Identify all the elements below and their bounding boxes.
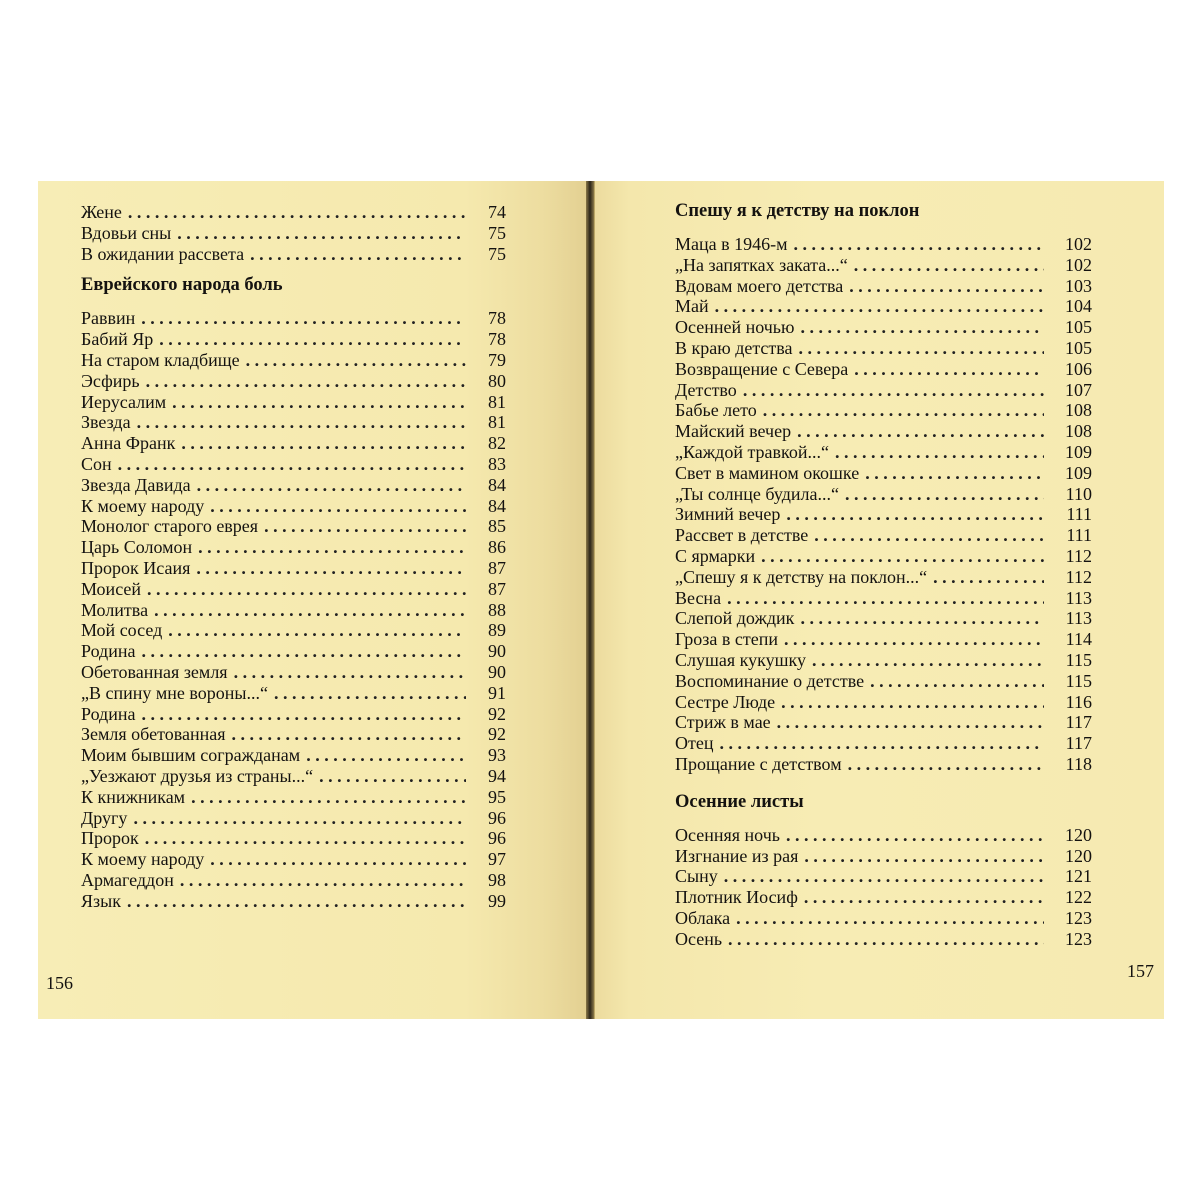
toc-entry-page: 106 bbox=[1065, 358, 1092, 379]
dot-leader bbox=[181, 433, 466, 454]
toc-entry bbox=[81, 516, 506, 537]
toc-entry-page: 123 bbox=[1065, 928, 1092, 949]
toc-entry bbox=[81, 475, 506, 496]
toc-entry bbox=[675, 338, 1092, 359]
dot-leader bbox=[854, 255, 1044, 276]
toc-entry-page: 96 bbox=[488, 807, 506, 828]
dot-leader bbox=[784, 629, 1044, 650]
toc-entry-title: Земля обетованная bbox=[81, 724, 226, 745]
toc-entry bbox=[675, 317, 1092, 338]
dot-leader bbox=[210, 496, 466, 517]
dot-leader bbox=[128, 202, 466, 223]
toc-entry bbox=[675, 442, 1092, 463]
toc-entry-page: 104 bbox=[1065, 296, 1092, 317]
toc-entry-title: Плотник Иосиф bbox=[675, 887, 798, 908]
toc-entry bbox=[81, 496, 506, 517]
toc-entry bbox=[675, 296, 1092, 317]
toc-entry bbox=[675, 887, 1092, 908]
dot-leader bbox=[172, 392, 466, 413]
toc-entry-page: 98 bbox=[488, 869, 506, 890]
dot-leader bbox=[800, 317, 1044, 338]
toc-entry-page: 107 bbox=[1065, 379, 1092, 400]
dot-leader bbox=[845, 484, 1044, 505]
toc-entry-page: 111 bbox=[1066, 504, 1092, 525]
toc-entry bbox=[81, 704, 506, 725]
toc-entry-title: Прощание с детством bbox=[675, 753, 842, 774]
dot-leader bbox=[180, 870, 466, 891]
dot-leader bbox=[264, 516, 466, 537]
dot-leader bbox=[854, 359, 1044, 380]
toc-entry-page: 115 bbox=[1065, 670, 1092, 691]
dot-leader bbox=[724, 866, 1044, 887]
toc-entry bbox=[675, 400, 1092, 421]
toc-entry-title: Пророк Исаия bbox=[81, 557, 191, 578]
toc-entry-page: 93 bbox=[488, 745, 506, 766]
toc-entry-title: В краю детства bbox=[675, 337, 793, 358]
toc-entry-page: 82 bbox=[488, 433, 506, 454]
toc-entry bbox=[81, 350, 506, 371]
toc-entry-title: Звезда bbox=[81, 412, 131, 433]
toc-entry bbox=[675, 546, 1092, 567]
toc-entry-title: Бабий Яр bbox=[81, 329, 154, 350]
toc-entry-title: Облака bbox=[675, 907, 731, 928]
toc-entry bbox=[675, 929, 1092, 950]
dot-leader bbox=[141, 641, 466, 662]
toc-entry-title: Детство bbox=[675, 379, 737, 400]
toc-entry-title: „Ты солнце будила...“ bbox=[675, 483, 839, 504]
toc-entry bbox=[675, 567, 1092, 588]
toc-entry-page: 92 bbox=[488, 724, 506, 745]
dot-leader bbox=[849, 276, 1044, 297]
toc-entry-title: Майский вечер bbox=[675, 421, 792, 442]
toc-entry bbox=[81, 745, 506, 766]
toc-entry-page: 92 bbox=[488, 703, 506, 724]
toc-entry-title: К моему народу bbox=[81, 495, 205, 516]
dot-leader bbox=[191, 787, 466, 808]
toc-entry-title: К книжникам bbox=[81, 786, 186, 807]
toc-entry-title: Бабье лето bbox=[675, 400, 757, 421]
toc-entry bbox=[675, 255, 1092, 276]
toc-entry bbox=[81, 808, 506, 829]
toc-entry-title: Гроза в степи bbox=[675, 629, 778, 650]
open-book bbox=[38, 181, 1163, 1019]
toc-entry-title: К моему народу bbox=[81, 849, 205, 870]
dot-leader bbox=[781, 692, 1044, 713]
book-spine bbox=[586, 181, 594, 1019]
toc-entry bbox=[675, 504, 1092, 525]
dot-leader bbox=[198, 537, 466, 558]
toc-entry-title: В ожидании рассвета bbox=[81, 243, 245, 264]
dot-leader bbox=[799, 338, 1044, 359]
toc-entry-title: Слепой дождик bbox=[675, 608, 795, 629]
toc-entry-page: 117 bbox=[1065, 712, 1092, 733]
toc-entry-page: 120 bbox=[1065, 845, 1092, 866]
toc-entry-title: Сестре Люде bbox=[675, 691, 776, 712]
page-number: 157 bbox=[1127, 961, 1154, 981]
dot-leader bbox=[159, 329, 466, 350]
toc-entry bbox=[81, 202, 506, 223]
toc-entry-title: „Каждой травкой...“ bbox=[675, 441, 830, 462]
toc-entry-page: 108 bbox=[1065, 400, 1092, 421]
dot-leader bbox=[210, 849, 466, 870]
toc-entry-title: Свет в мамином окошке bbox=[675, 462, 860, 483]
toc-entry-title: Иерусалим bbox=[81, 391, 167, 412]
toc-entry-page: 86 bbox=[488, 537, 506, 558]
right-page bbox=[594, 181, 1164, 1019]
section-title: Еврейского народа боль bbox=[81, 275, 283, 296]
toc-entry-title: Армагеддон bbox=[81, 869, 174, 890]
toc-entry-page: 87 bbox=[488, 557, 506, 578]
dot-leader bbox=[715, 296, 1044, 317]
dot-leader bbox=[141, 308, 466, 329]
toc-entry-page: 75 bbox=[488, 222, 506, 243]
dot-leader bbox=[141, 704, 466, 725]
toc-entry bbox=[81, 849, 506, 870]
toc-entry bbox=[81, 724, 506, 745]
section-title: Осенние листы bbox=[675, 791, 804, 812]
toc-entry-page: 81 bbox=[488, 412, 506, 433]
toc-entry-page: 89 bbox=[488, 620, 506, 641]
dot-leader bbox=[761, 546, 1044, 567]
toc-entry bbox=[81, 223, 506, 244]
left-intro-entries bbox=[81, 202, 506, 264]
toc-entry bbox=[675, 825, 1092, 846]
toc-entry-title: Анна Франк bbox=[81, 433, 176, 454]
toc-entry-title: Раввин bbox=[81, 308, 136, 329]
dot-leader bbox=[728, 929, 1044, 950]
toc-entry bbox=[81, 392, 506, 413]
dot-leader bbox=[146, 371, 466, 392]
toc-entry-title: Май bbox=[675, 296, 709, 317]
toc-entry bbox=[675, 380, 1092, 401]
toc-entry-title: „В спину мне вороны...“ bbox=[81, 682, 268, 703]
toc-entry-title: Вдовьи сны bbox=[81, 222, 172, 243]
toc-entry-page: 96 bbox=[488, 828, 506, 849]
toc-entry bbox=[675, 846, 1092, 867]
dot-leader bbox=[865, 463, 1044, 484]
toc-entry-page: 120 bbox=[1065, 824, 1092, 845]
toc-entry-page: 80 bbox=[488, 370, 506, 391]
toc-entry bbox=[675, 525, 1092, 546]
toc-entry-page: 115 bbox=[1065, 649, 1092, 670]
toc-entry-page: 90 bbox=[488, 641, 506, 662]
toc-entry-page: 102 bbox=[1065, 254, 1092, 275]
toc-entry bbox=[81, 891, 506, 912]
toc-entry-page: 113 bbox=[1065, 587, 1092, 608]
toc-entry-page: 121 bbox=[1065, 866, 1092, 887]
toc-entry-page: 113 bbox=[1065, 608, 1092, 629]
toc-entry bbox=[81, 433, 506, 454]
toc-entry-page: 109 bbox=[1065, 462, 1092, 483]
dot-leader bbox=[127, 891, 466, 912]
toc-entry-page: 79 bbox=[488, 349, 506, 370]
toc-entry-page: 94 bbox=[488, 765, 506, 786]
toc-entry-title: Звезда Давида bbox=[81, 474, 191, 495]
toc-entry-title: Весна bbox=[675, 587, 722, 608]
toc-entry bbox=[675, 908, 1092, 929]
toc-entry-title: Мой сосед bbox=[81, 620, 163, 641]
toc-entry bbox=[81, 579, 506, 600]
toc-entry-title: Обетованная земля bbox=[81, 661, 228, 682]
dot-leader bbox=[250, 244, 466, 265]
dot-leader bbox=[118, 454, 466, 475]
toc-entry-page: 74 bbox=[488, 202, 506, 222]
dot-leader bbox=[812, 650, 1044, 671]
toc-entry bbox=[81, 662, 506, 683]
toc-entry-title: Сыну bbox=[675, 866, 718, 887]
toc-entry-page: 105 bbox=[1065, 317, 1092, 338]
toc-entry bbox=[675, 692, 1092, 713]
toc-entry-title: Моим бывшим согражданам bbox=[81, 745, 301, 766]
toc-entry-page: 91 bbox=[488, 682, 506, 703]
toc-entry-page: 83 bbox=[488, 453, 506, 474]
toc-entry-title: Эсфирь bbox=[81, 370, 140, 391]
toc-entry-title: Возвращение с Севера bbox=[675, 358, 849, 379]
toc-entry-title: Молитва bbox=[81, 599, 149, 620]
dot-leader bbox=[763, 400, 1044, 421]
toc-entry bbox=[675, 359, 1092, 380]
toc-entry-title: Осенней ночью bbox=[675, 317, 795, 338]
toc-entry-title: Жене bbox=[81, 202, 122, 222]
toc-entry bbox=[675, 671, 1092, 692]
dot-leader bbox=[274, 683, 466, 704]
toc-entry-title: Изгнание из рая bbox=[675, 845, 799, 866]
toc-entry-title: Воспоминание о детстве bbox=[675, 670, 865, 691]
dot-leader bbox=[197, 475, 466, 496]
toc-entry-title: „На запятках заката...“ bbox=[675, 254, 848, 275]
toc-entry-page: 97 bbox=[488, 849, 506, 870]
dot-leader bbox=[736, 908, 1044, 929]
toc-entry-title: Отец bbox=[675, 733, 714, 754]
toc-entry-page: 112 bbox=[1065, 566, 1092, 587]
toc-entry-page: 114 bbox=[1065, 629, 1092, 650]
toc-entry-page: 88 bbox=[488, 599, 506, 620]
dot-leader bbox=[800, 608, 1044, 629]
toc-entry-title: Другу bbox=[81, 807, 128, 828]
dot-leader bbox=[246, 350, 466, 371]
toc-entry-title: Стриж в мае bbox=[675, 712, 771, 733]
toc-entry-page: 108 bbox=[1065, 421, 1092, 442]
dot-leader bbox=[848, 754, 1044, 775]
toc-entry bbox=[675, 754, 1092, 775]
toc-entry-page: 99 bbox=[488, 890, 506, 911]
dot-leader bbox=[168, 620, 466, 641]
toc-entry bbox=[81, 329, 506, 350]
dot-leader bbox=[870, 671, 1044, 692]
toc-entry-title: Слушая кукушку bbox=[675, 649, 806, 670]
toc-entry bbox=[81, 787, 506, 808]
toc-entry-page: 102 bbox=[1065, 234, 1092, 254]
toc-entry-title: Зимний вечер bbox=[675, 504, 781, 525]
toc-entry-page: 81 bbox=[488, 391, 506, 412]
toc-entry bbox=[81, 828, 506, 849]
dot-leader bbox=[794, 234, 1045, 255]
toc-entry bbox=[675, 421, 1092, 442]
dot-leader bbox=[727, 588, 1044, 609]
right-toc bbox=[675, 200, 1092, 950]
right-section1-entries bbox=[675, 234, 1092, 775]
toc-entry bbox=[675, 712, 1092, 733]
toc-entry-page: 85 bbox=[488, 516, 506, 537]
toc-entry bbox=[675, 629, 1092, 650]
toc-entry bbox=[81, 870, 506, 891]
toc-entry-title: Осенняя ночь bbox=[675, 824, 780, 845]
toc-entry-page: 105 bbox=[1065, 337, 1092, 358]
toc-entry-title: Монолог старого еврея bbox=[81, 516, 259, 537]
toc-entry bbox=[675, 608, 1092, 629]
dot-leader bbox=[786, 825, 1044, 846]
dot-leader bbox=[147, 579, 466, 600]
toc-entry bbox=[675, 463, 1092, 484]
dot-leader bbox=[319, 766, 466, 787]
dot-leader bbox=[797, 421, 1044, 442]
toc-entry-page: 109 bbox=[1065, 441, 1092, 462]
dot-leader bbox=[786, 504, 1044, 525]
dot-leader bbox=[743, 380, 1044, 401]
dot-leader bbox=[814, 525, 1044, 546]
section-title: Спешу я к детству на поклон bbox=[675, 201, 920, 221]
toc-entry bbox=[81, 558, 506, 579]
toc-entry-page: 78 bbox=[488, 308, 506, 329]
toc-entry bbox=[675, 733, 1092, 754]
toc-entry bbox=[81, 371, 506, 392]
toc-entry bbox=[81, 244, 506, 265]
left-page bbox=[38, 181, 587, 1019]
toc-entry-title: „Уезжают друзья из страны...“ bbox=[81, 765, 314, 786]
toc-entry-page: 95 bbox=[488, 786, 506, 807]
toc-entry-page: 103 bbox=[1065, 275, 1092, 296]
dot-leader bbox=[133, 808, 466, 829]
toc-entry-title: На старом кладбище bbox=[81, 349, 240, 370]
page-number: 156 bbox=[46, 973, 73, 993]
toc-entry-title: Сон bbox=[81, 453, 112, 474]
toc-entry bbox=[81, 683, 506, 704]
toc-entry bbox=[81, 412, 506, 433]
toc-entry bbox=[675, 866, 1092, 887]
toc-entry-title: Моисей bbox=[81, 578, 142, 599]
toc-entry-page: 112 bbox=[1065, 545, 1092, 566]
dot-leader bbox=[720, 733, 1045, 754]
toc-entry-page: 110 bbox=[1065, 483, 1092, 504]
toc-entry-page: 87 bbox=[488, 578, 506, 599]
dot-leader bbox=[804, 846, 1044, 867]
dot-leader bbox=[234, 662, 466, 683]
toc-entry bbox=[675, 650, 1092, 671]
dot-leader bbox=[306, 745, 466, 766]
toc-entry bbox=[81, 641, 506, 662]
dot-leader bbox=[145, 828, 466, 849]
toc-entry-page: 111 bbox=[1066, 525, 1092, 546]
toc-entry bbox=[81, 600, 506, 621]
toc-entry-title: Родина bbox=[81, 641, 136, 662]
toc-entry-title: Вдовам моего детства bbox=[675, 275, 844, 296]
toc-entry bbox=[81, 766, 506, 787]
toc-entry bbox=[81, 620, 506, 641]
dot-leader bbox=[835, 442, 1044, 463]
toc-entry-page: 90 bbox=[488, 661, 506, 682]
right-section2-entries bbox=[675, 825, 1092, 950]
toc-entry-title: Рассвет в детстве bbox=[675, 525, 809, 546]
toc-entry-title: Маца в 1946-м bbox=[675, 234, 788, 254]
toc-entry-page: 84 bbox=[488, 495, 506, 516]
toc-entry-title: Осень bbox=[675, 928, 723, 949]
toc-entry-page: 78 bbox=[488, 329, 506, 350]
toc-entry-page: 122 bbox=[1065, 887, 1092, 908]
dot-leader bbox=[177, 223, 466, 244]
toc-entry-page: 116 bbox=[1065, 691, 1092, 712]
toc-entry bbox=[81, 308, 506, 329]
toc-entry bbox=[675, 484, 1092, 505]
toc-entry bbox=[675, 276, 1092, 297]
dot-leader bbox=[137, 412, 466, 433]
toc-entry bbox=[675, 588, 1092, 609]
left-section-entries bbox=[81, 308, 506, 911]
toc-entry-title: Пророк bbox=[81, 828, 139, 849]
toc-entry bbox=[81, 454, 506, 475]
toc-entry bbox=[675, 234, 1092, 255]
toc-entry-page: 117 bbox=[1065, 733, 1092, 754]
toc-entry-title: Родина bbox=[81, 703, 136, 724]
toc-entry-page: 118 bbox=[1065, 753, 1092, 774]
left-toc bbox=[81, 202, 506, 912]
toc-entry-page: 75 bbox=[488, 243, 506, 264]
dot-leader bbox=[804, 887, 1044, 908]
toc-entry-page: 84 bbox=[488, 474, 506, 495]
dot-leader bbox=[933, 567, 1044, 588]
toc-entry-title: С ярмарки bbox=[675, 545, 756, 566]
toc-entry-title: Царь Соломон bbox=[81, 537, 193, 558]
toc-entry bbox=[81, 537, 506, 558]
dot-leader bbox=[777, 712, 1044, 733]
toc-entry-title: „Спешу я к детству на поклон...“ bbox=[675, 566, 928, 587]
toc-entry-title: Язык bbox=[81, 890, 121, 911]
dot-leader bbox=[196, 558, 466, 579]
dot-leader bbox=[154, 600, 466, 621]
toc-entry-page: 123 bbox=[1065, 907, 1092, 928]
dot-leader bbox=[231, 724, 466, 745]
